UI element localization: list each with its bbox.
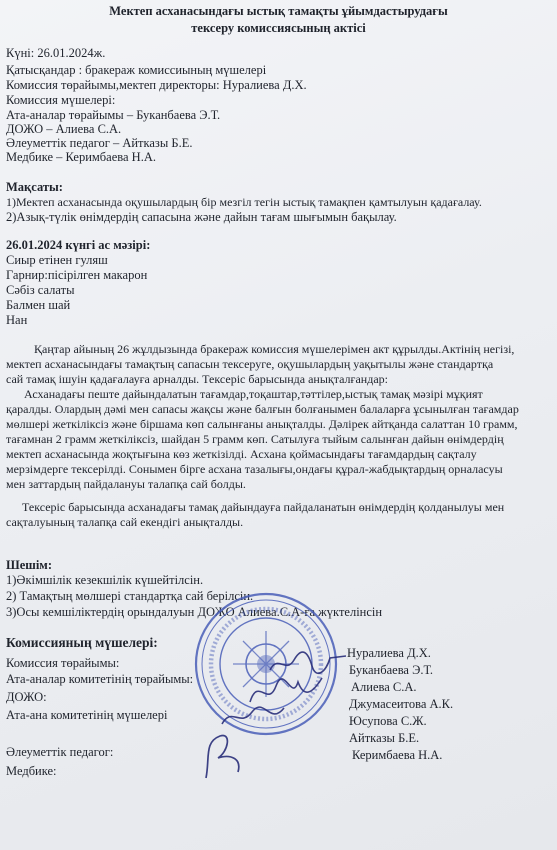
body-line: Тексеріс барысында асханадағы тамақ дайындауға пайдаланатын өнімдердің қолданылуы мен	[22, 500, 505, 514]
participants-line: Әлеуметтік педагог – Айтказы Б.Е.	[6, 136, 193, 150]
role-label: ДОЖО:	[6, 690, 47, 704]
member-name: Алиева С.А.	[351, 680, 417, 694]
document-title-line-1: Мектеп асханасындағы ыстық тамақты ұйымдастырудағы	[109, 4, 448, 18]
role-label: Ата-ана комитетінің мүшелері	[6, 708, 168, 722]
body-line: Қаңтар айының 26 жұлдызында бракераж комиссия мүшелерімен акт құрылды.Актінің негізі,	[34, 342, 515, 356]
member-name: Нуралиева Д.Х.	[347, 646, 431, 660]
member-name: Буканбаева Э.Т.	[349, 663, 433, 677]
menu-item: Гарнир:пісірілген макарон	[6, 268, 148, 282]
body-line: тағамнан 2 грамм жеткіліксіз, шайдан 5 грамм көп. Сатылуға тыйым салынған дайын өнімдердің	[6, 432, 504, 446]
body-line: мектеп асханасында жоқтығына көз жеткізілді. Асхана қоймасындағы тағамдардың сақталу	[6, 447, 477, 461]
participants-line: ДОЖО – Алиева С.А.	[6, 122, 122, 136]
role-label: Комиссия төрайымы:	[6, 656, 120, 670]
goal-heading: Мақсаты:	[6, 180, 63, 194]
body-line: Асханадағы пеште дайындалатын тағамдар,тоқаштар,тәттілер,ыстық тамақ мәзірі мұқият	[24, 387, 483, 401]
role-label: Медбике:	[6, 764, 57, 778]
decision-heading: Шешім:	[6, 558, 52, 572]
body-line: мен заттардың пайдалануы талапқа сай болды.	[6, 477, 246, 491]
body-line: мерзімдерге тексерілді. Сонымен бірге асхана тазалығы,ондағы құрал-жабдықтардың орналасуы	[6, 462, 503, 476]
goal-item: 2)Азық-түлік өнімдердің сапасына және дайын тағам шығымын бақылау.	[6, 210, 397, 224]
participants-line: Комиссия төрайымы,мектеп директоры: Нуралиева Д.Х.	[6, 78, 307, 92]
role-label: Әлеуметтік педагог:	[6, 745, 114, 759]
signature-social-pedagogue	[198, 728, 254, 784]
participants-line: Ата-аналар төрайымы – Буканбаева Э.Т.	[6, 108, 221, 122]
menu-item: Балмен шай	[6, 298, 71, 312]
decision-item: 3)Осы кемшіліктердің орындалуын ДОЖО Алиева.С.А-ға жүктелінсін	[6, 605, 383, 619]
member-name: Керимбаева Н.А.	[352, 748, 443, 762]
decision-item: 1)Әкімшілік кезекшілік күшейтілсін.	[6, 573, 204, 587]
participants-line: Комиссия мүшелері:	[6, 93, 116, 107]
commission-heading: Комиссияның мүшелері:	[6, 635, 158, 650]
date-line: Күні: 26.01.2024ж.	[6, 46, 106, 60]
body-line: сақталуының талапқа сай екендігі анықталды.	[6, 515, 244, 529]
goal-item: 1)Мектеп асханасында оқушылардың бір мезгіл тегін ыстық тамақпен қамтылуын қадағалау.	[6, 195, 482, 209]
role-label: Ата-аналар комитетінің төрайымы:	[6, 672, 194, 686]
body-line: сай тамақ ішуін қадағалауға арналды. Тексеріс барысында анықталғандар:	[6, 372, 388, 386]
menu-heading: 26.01.2024 күнгі ас мәзірі:	[6, 238, 151, 252]
menu-item: Нан	[6, 313, 28, 327]
member-name: Айтказы Б.Е.	[349, 731, 420, 745]
member-name: Юсупова С.Ж.	[349, 714, 427, 728]
body-line: қаралды. Олардың дәмі мен сапасы жақсы және балғын болғанымен балаларға ұсынылған тағамдар	[6, 402, 519, 416]
decision-item: 2) Тамақтың мөлшері стандартқа сай берілсін.	[6, 589, 254, 603]
body-line: мектеп асханасындағы тамақтың сапасын тексеруге, оқушылардың уақытылы және стандартқа	[6, 357, 494, 371]
document-title-line-2: тексеру комиссиясының актісі	[191, 21, 366, 35]
menu-item: Сиыр етінен гуляш	[6, 253, 108, 267]
participants-line: Қатысқандар : бракераж комиссиының мүшелері	[6, 63, 267, 77]
member-name: Джумасеитова А.К.	[349, 697, 454, 711]
body-line: мөлшері жеткіліксіз және біршама көп салынғаны анықталды. Дәлірек айтқанда салаттан 10 грамм,	[6, 417, 518, 431]
participants-line: Медбике – Керимбаева Н.А.	[6, 150, 156, 164]
menu-item: Сәбіз салаты	[6, 283, 75, 297]
